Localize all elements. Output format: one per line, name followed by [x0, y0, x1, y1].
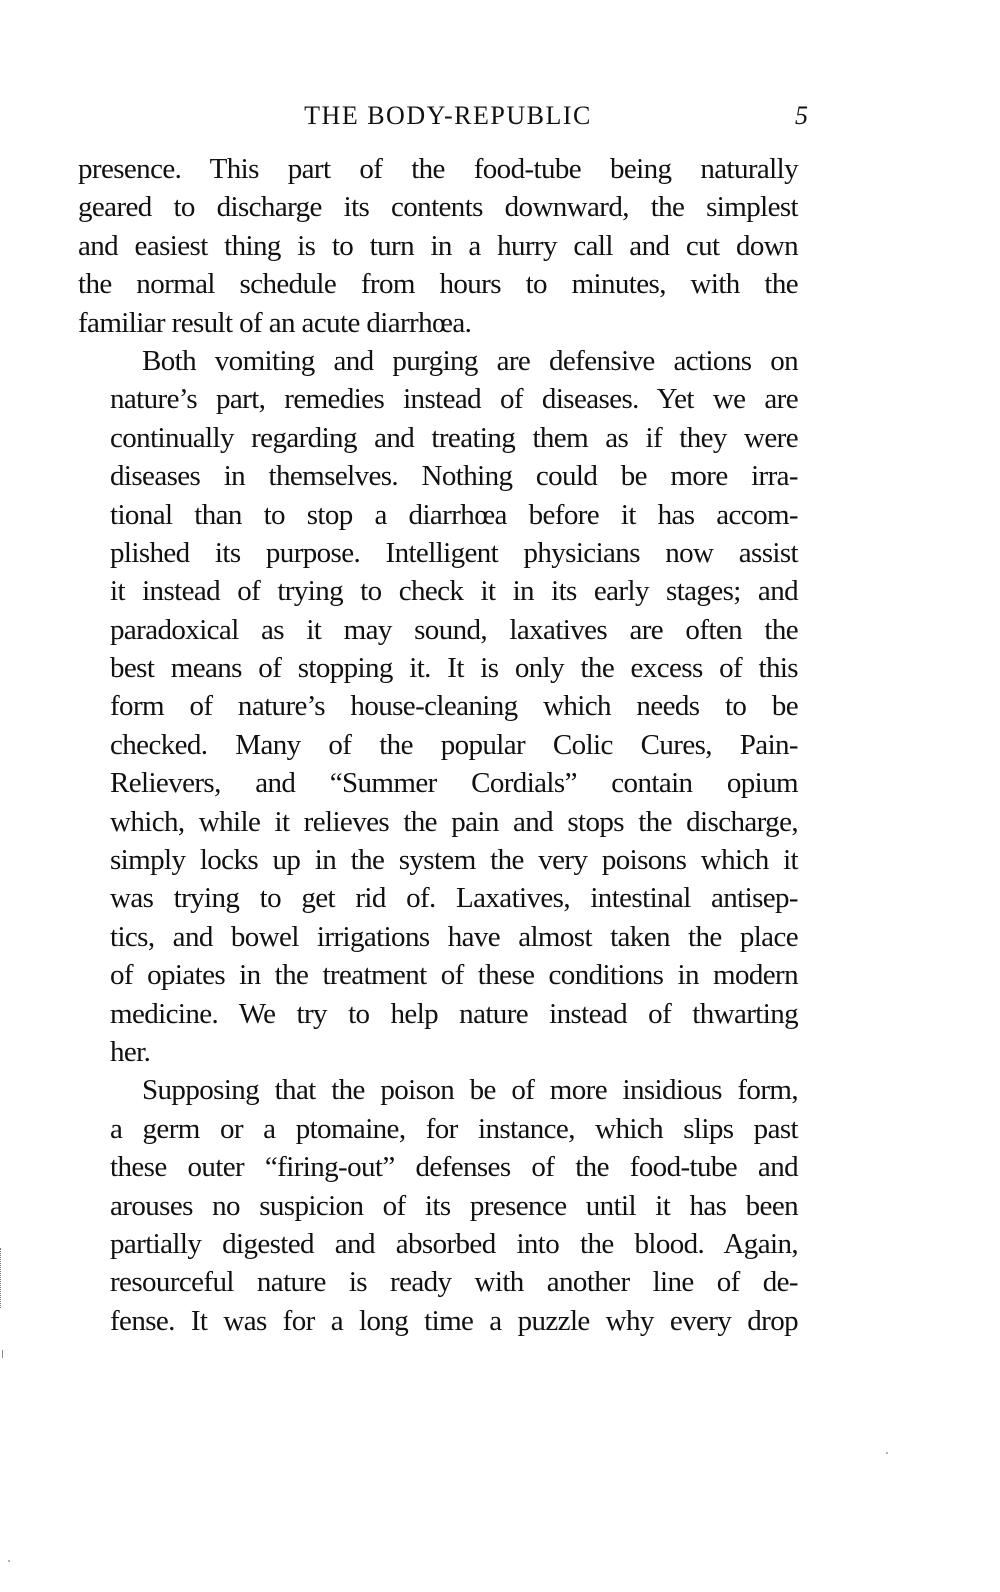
text-line: partially digested and absorbed into the blood. Again, — [110, 1227, 798, 1260]
scan-speck — [8, 1560, 10, 1562]
text-line: of opiates in the treatment of these conditions in modern — [110, 959, 798, 992]
text-line: a germ or a ptomaine, for instance, which slips past — [110, 1112, 798, 1145]
paragraph — [78, 342, 798, 1071]
text-line: fense. It was for a long time a puzzle why every drop — [110, 1304, 798, 1337]
text-line: arouses no suspicion of its presence until it has been — [110, 1189, 798, 1222]
text-line: plished its purpose. Intelligent physicians now assist — [110, 536, 798, 569]
paragraph — [78, 1071, 798, 1340]
text-line: Relievers, and “Summer Cordials” contain opium — [110, 767, 798, 800]
text-line: and easiest thing is to turn in a hurry call and cut down — [78, 229, 798, 262]
paragraph — [78, 150, 798, 342]
text-line: the normal schedule from hours to minutes, with the — [78, 268, 798, 301]
text-line: best means of stopping it. It is only the excess of this — [110, 652, 798, 685]
text-line: her. — [110, 1035, 151, 1068]
scan-margin-mark — [0, 1248, 5, 1308]
text-line: tics, and bowel irrigations have almost taken the place — [110, 920, 798, 953]
text-line: tional than to stop a diarrhœa before it has accom- — [110, 498, 798, 531]
text-line: simply locks up in the system the very poisons which it — [110, 844, 798, 877]
body-text — [78, 150, 798, 1340]
running-title: THE BODY-REPUBLIC — [304, 101, 592, 130]
scan-speck — [886, 1452, 888, 1454]
text-line: presence. This part of the food-tube being naturally — [78, 153, 798, 185]
page-number: 5 — [795, 101, 808, 130]
text-line: paradoxical as it may sound, laxatives are often the — [110, 613, 798, 646]
book-page — [78, 96, 808, 1340]
text-line: these outer “firing-out” defenses of the food-tube and — [110, 1151, 798, 1184]
text-line: form of nature’s house-cleaning which needs to be — [110, 690, 798, 723]
text-line: medicine. We try to help nature instead of thwarting — [110, 997, 798, 1030]
text-line: Both vomiting and purging are defensive actions on — [142, 344, 798, 377]
text-line: it instead of trying to check it in its early stages; and — [110, 575, 798, 608]
text-line: familiar result of an acute diarrhœa. — [78, 306, 472, 339]
text-line: resourceful nature is ready with another line of de- — [110, 1266, 798, 1299]
text-line: diseases in themselves. Nothing could be more irra- — [110, 460, 798, 493]
text-line: geared to discharge its contents downward, the simplest — [78, 191, 798, 224]
text-line: which, while it relieves the pain and stops the discharge, — [110, 805, 798, 838]
text-line: continually regarding and treating them as if they were — [110, 421, 798, 454]
running-head — [78, 96, 808, 136]
text-line: Supposing that the poison be of more insidious form, — [142, 1074, 798, 1107]
text-line: was trying to get rid of. Laxatives, intestinal antisep- — [110, 882, 798, 915]
text-line: nature’s part, remedies instead of diseases. Yet we are — [110, 383, 798, 416]
scan-margin-tick — [2, 1350, 3, 1358]
text-line: checked. Many of the popular Colic Cures, Pain- — [110, 728, 798, 761]
